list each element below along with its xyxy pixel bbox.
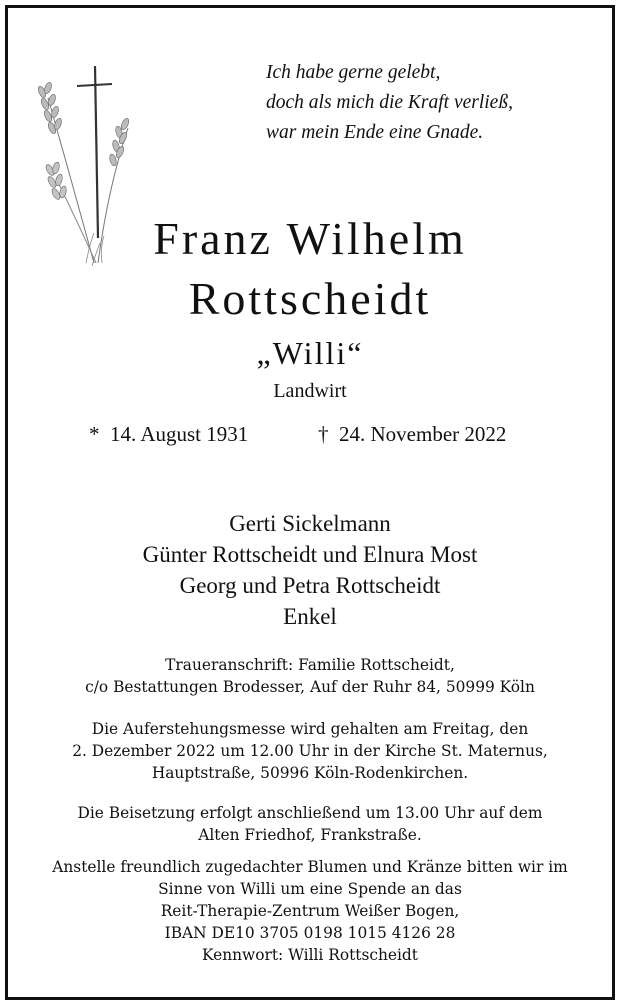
burial-info (0, 802, 620, 846)
mass-line: Die Auferstehungsmesse wird gehalten am Freitag, den (91, 720, 529, 738)
burial-line: Alten Friedhof, Frankstraße. (198, 826, 422, 844)
address-line: Traueranschrift: Familie Rottscheidt, (165, 656, 455, 674)
donation-line: Reit-Therapie-Zentrum Weißer Bogen, (160, 902, 460, 920)
mourning-address (0, 654, 620, 698)
birth-symbol: * (89, 422, 100, 446)
memorial-quote (266, 58, 566, 148)
family-member: Günter Rottscheidt und Elnura Most (142, 542, 478, 567)
family-list (0, 508, 620, 632)
death-date-block (318, 422, 506, 447)
deceased-name-first: Franz Wilhelm (153, 213, 467, 264)
deceased-occupation: Landwirt (273, 380, 347, 402)
quote-line: war mein Ende eine Gnade. (266, 122, 484, 143)
donation-line: Kennwort: Willi Rottscheidt (202, 946, 418, 964)
mass-line: 2. Dezember 2022 um 12.00 Uhr in der Kirche St. Maternus, (72, 742, 548, 760)
family-member: Gerti Sickelmann (229, 511, 391, 536)
birth-date-block (89, 422, 248, 447)
family-member: Georg und Petra Rottscheidt (179, 573, 441, 598)
donation-line: Anstelle freundlich zugedachter Blumen und Kränze bitten wir im (52, 858, 568, 876)
deceased-nickname: „Willi“ (256, 335, 364, 371)
death-date: 24. November 2022 (339, 422, 507, 446)
donation-line: IBAN DE10 3705 0198 1015 4126 28 (164, 924, 456, 942)
quote-line: Ich habe gerne gelebt, (266, 62, 441, 83)
death-symbol: † (318, 422, 329, 446)
burial-line: Die Beisetzung erfolgt anschließend um 13.00 Uhr auf dem (77, 804, 543, 822)
donation-info (0, 856, 620, 966)
family-member: Enkel (283, 604, 337, 629)
mass-line: Hauptstraße, 50996 Köln-Rodenkirchen. (151, 764, 469, 782)
mass-info (0, 718, 620, 784)
birth-date: 14. August 1931 (110, 422, 249, 446)
deceased-name-last: Rottscheidt (188, 273, 432, 324)
quote-line: doch als mich die Kraft verließ, (266, 92, 513, 113)
address-line: c/o Bestattungen Brodesser, Auf der Ruhr 84, 50999 Köln (85, 678, 535, 696)
donation-line: Sinne von Willi um eine Spende an das (158, 880, 462, 898)
